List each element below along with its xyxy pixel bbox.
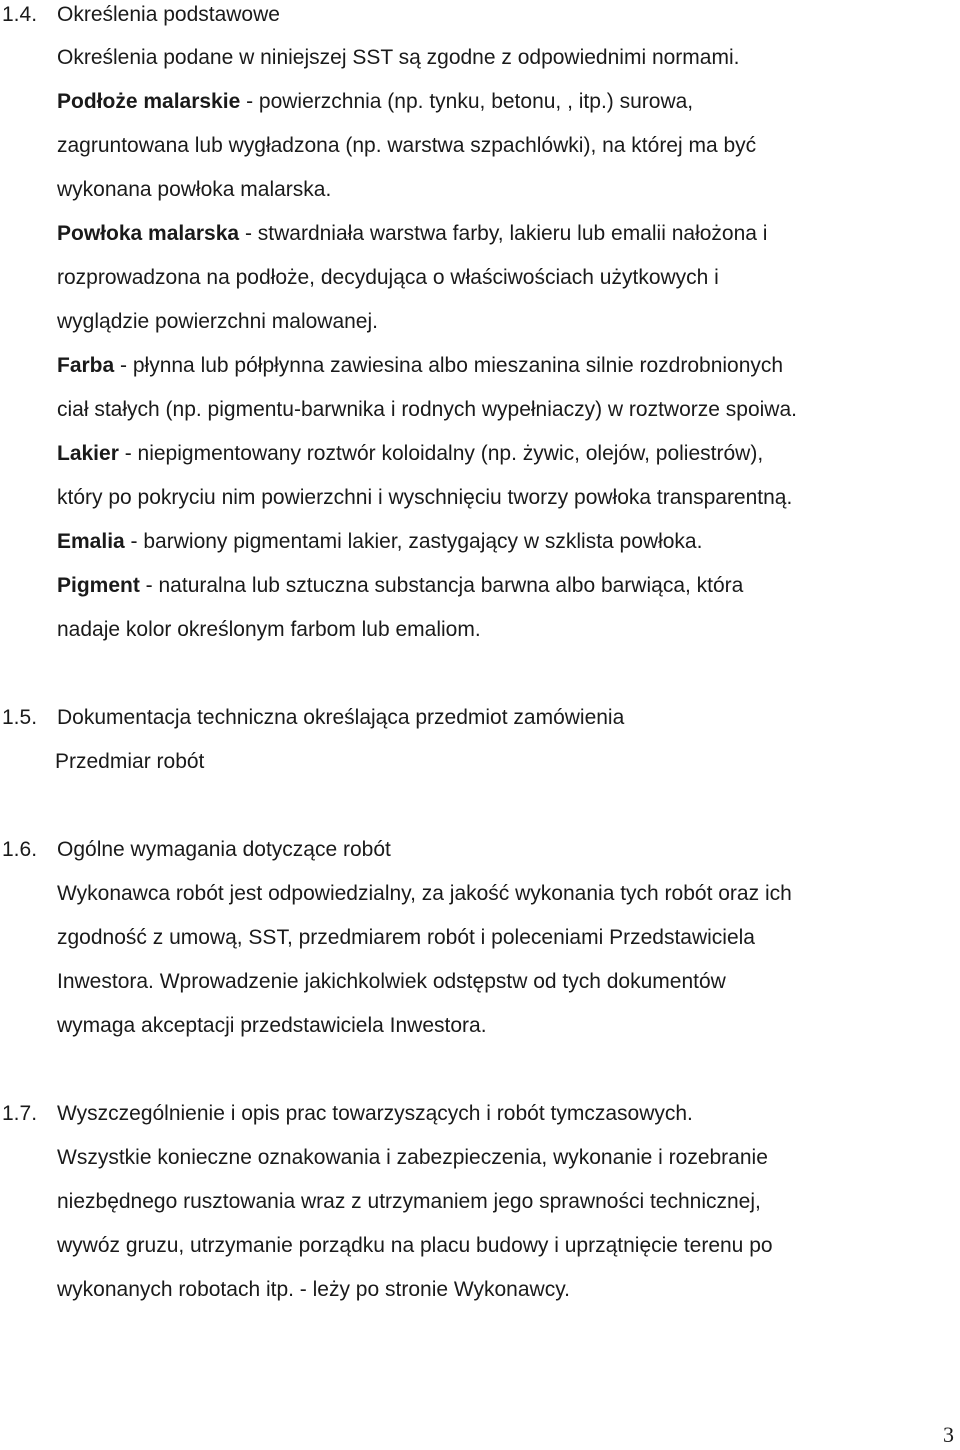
paragraph-line: niezbędnego rusztowania wraz z utrzymaniem jego sprawności technicznej, — [57, 1190, 761, 1213]
definition-term: Lakier — [57, 442, 119, 465]
paragraph-line: nadaje kolor określonym farbom lub emaliom. — [57, 618, 481, 641]
page-number: 3 — [943, 1422, 954, 1447]
definition-term: Pigment — [57, 574, 140, 597]
paragraph-line: wykonanych robotach itp. - leży po stronie Wykonawcy. — [57, 1278, 570, 1301]
paragraph-line: Określenia podane w niniejszej SST są zgodne z odpowiednimi normami. — [57, 46, 740, 69]
definition-text: - naturalna lub sztuczna substancja barwna albo barwiąca, która — [139, 574, 744, 597]
definition-line — [57, 531, 702, 552]
section-number: 1.5. — [2, 706, 38, 729]
paragraph-line: wyglądzie powierzchni malowanej. — [57, 310, 378, 333]
section-number: 1.4. — [2, 3, 38, 26]
section-number: 1.6. — [2, 838, 38, 861]
definition-term: Farba — [57, 354, 115, 377]
section-title: Ogólne wymagania dotyczące robót — [57, 838, 391, 861]
definition-term: Podłoże malarskie — [57, 90, 241, 113]
definition-text: - powierzchnia (np. tynku, betonu, , itp.) surowa, — [240, 90, 694, 113]
definition-line — [57, 443, 763, 464]
paragraph-line: rozprowadzona na podłoże, decydująca o właściwościach użytkowych i — [57, 266, 719, 289]
paragraph-line: wykonana powłoka malarska. — [57, 178, 332, 201]
definition-line — [57, 223, 767, 244]
paragraph-line: który po pokryciu nim powierzchni i wyschnięciu tworzy powłoka transparentną. — [57, 486, 793, 509]
paragraph-line: Przedmiar robót — [55, 750, 205, 773]
definition-term: Emalia — [57, 530, 125, 553]
paragraph-line: Wykonawca robót jest odpowiedzialny, za jakość wykonania tych robót oraz ich — [57, 882, 792, 905]
paragraph-line: zgodność z umową, SST, przedmiarem robót i poleceniami Przedstawiciela — [57, 926, 755, 949]
definition-text: - barwiony pigmentami lakier, zastygający w szklista powłoka. — [124, 530, 703, 553]
section-number: 1.7. — [2, 1102, 38, 1125]
definition-text: - stwardniała warstwa farby, lakieru lub emalii nałożona i — [239, 222, 768, 245]
paragraph-line: wymaga akceptacji przedstawiciela Inwestora. — [57, 1014, 487, 1037]
definition-line — [57, 355, 783, 376]
paragraph-line: Inwestora. Wprowadzenie jakichkolwiek odstępstw od tych dokumentów — [57, 970, 726, 993]
definition-line — [57, 575, 743, 596]
definition-term: Powłoka malarska — [57, 222, 240, 245]
paragraph-line: ciał stałych (np. pigmentu-barwnika i rodnych wypełniaczy) w roztworze spoiwa. — [57, 398, 797, 421]
definition-text: - płynna lub półpłynna zawiesina albo mieszanina silnie rozdrobnionych — [114, 354, 784, 377]
paragraph-line: zagruntowana lub wygładzona (np. warstwa szpachlówki), na której ma być — [57, 134, 757, 157]
section-title: Wyszczególnienie i opis prac towarzyszących i robót tymczasowych. — [57, 1102, 693, 1125]
paragraph-line: wywóz gruzu, utrzymanie porządku na placu budowy i uprzątnięcie terenu po — [57, 1234, 773, 1257]
section-title: Dokumentacja techniczna określająca przedmiot zamówienia — [57, 706, 625, 729]
definition-text: - niepigmentowany roztwór koloidalny (np. żywic, olejów, poliestrów), — [118, 442, 764, 465]
paragraph-line: Wszystkie konieczne oznakowania i zabezpieczenia, wykonanie i rozebranie — [57, 1146, 768, 1169]
definition-line — [57, 91, 693, 112]
section-title: Określenia podstawowe — [57, 3, 280, 26]
